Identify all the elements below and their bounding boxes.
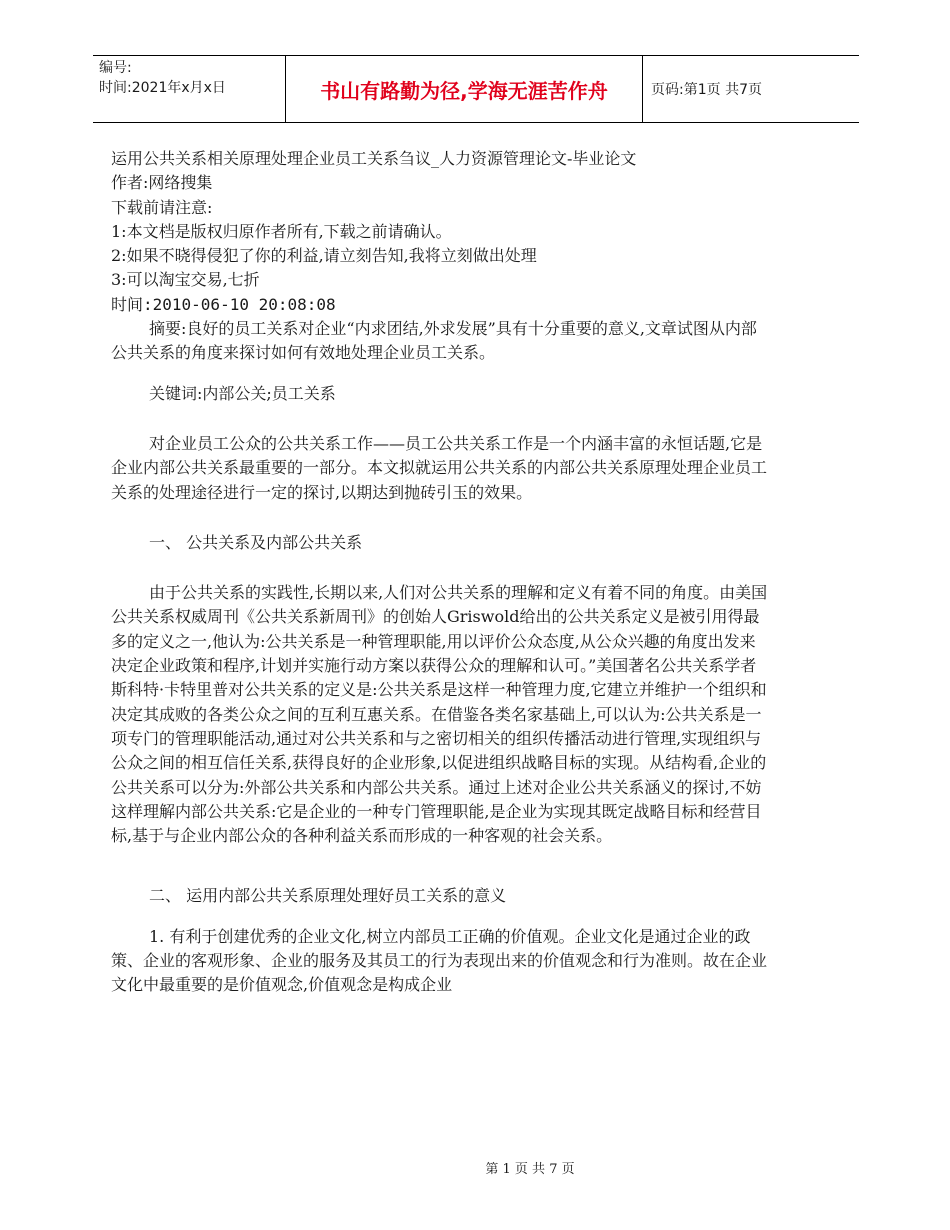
keywords: 关键词:内部公关;员工关系 <box>149 383 336 403</box>
section-1-body: 由于公共关系的实践性,长期以来,人们对公共关系的理解和定义有着不同的角度。由美国公共关系权威周刊《公共关系新周刊》的创始人Griswold给出的公共关系定义是被引用得最多的定义之一,他认为:公共关系是一种管理职能,用以评价公众态度,从公众兴趣的角度出发来决定企业政策和程序,计划并实施行动方案以获得公众的理解和认可。”美国著名公共关系学者斯科特·卡特里普对公共关系的定义是:公共关系是这样一种管理力度,它建立并维护一个组织和决定其成败的各类公众之间的互利互惠关系。在借鉴各类名家基础上,可以认为:公共关系是一项专门的管理职能活动,通过对公共关系和与之密切相关的组织传播活动进行管理,实现组织与公众之间的相互信任关系,获得良好的企业形象,以促进组织战略目标的实现。从结构看,企业的公共关系可以分为:外部公共关系和内部公共关系。通过上述对企业公共关系涵义的探讨,不妨这样理解内部公共关系:它是企业的一种专门管理职能,是企业为实现其既定战略目标和经营目标,基于与企业内部公众的各种利益关系而形成的一种客观的社会关系。 <box>111 583 768 846</box>
time-label: 时间:2021年x月x日 <box>99 80 226 96</box>
doc-time: 时间:2010-06-10 20:08:08 <box>111 294 336 314</box>
page-footer: 第 1 页 共 7 页 <box>485 1162 575 1177</box>
point-1: 1. 有利于创建优秀的企业文化,树立内部员工正确的价值观。企业文化是通过企业的政策、企业的客观形象、企业的服务及其员工的行为表现出来的价值观念和行为准则。故在企业文化中最重要的是价值观念,价值观念是构成企业 <box>111 926 768 995</box>
notice-item: 2:如果不晓得侵犯了你的利益,请立刻告知,我将立刻做出处理 <box>111 246 537 266</box>
section-2-title: 二、 运用内部公共关系原理处理好员工关系的意义 <box>149 886 507 906</box>
header-table <box>93 55 859 123</box>
intro-paragraph: 对企业员工公众的公共关系工作——员工公共关系工作是一个内涵丰富的永恒话题,它是企业内部公共关系最重要的一部分。本文拟就运用公共关系的内部公共关系原理处理企业员工关系的处理途径进行一定的探讨,以期达到抛砖引玉的效果。 <box>111 433 768 502</box>
page-info: 页码:第1页 共7页 <box>651 82 762 98</box>
doc-author: 作者:网络搜集 <box>111 173 213 193</box>
header-meta <box>93 56 285 122</box>
motto: 书山有路勤为径,学海无涯苦作舟 <box>285 56 643 122</box>
number-label: 编号: <box>99 60 132 76</box>
section-1-title: 一、 公共关系及内部公共关系 <box>149 532 363 552</box>
doc-title: 运用公共关系相关原理处理企业员工关系刍议_人力资源管理论文-毕业论文 <box>111 149 637 168</box>
notice-item: 1:本文档是版权归原作者所有,下载之前请确认。 <box>111 221 452 241</box>
notice-title: 下载前请注意: <box>111 197 213 217</box>
document-body <box>111 147 771 998</box>
notice-item: 3:可以淘宝交易,七折 <box>111 270 260 290</box>
abstract: 摘要:良好的员工关系对企业“内求团结,外求发展”具有十分重要的意义,文章试图从内部公共关系的角度来探讨如何有效地处理企业员工关系。 <box>111 319 757 363</box>
